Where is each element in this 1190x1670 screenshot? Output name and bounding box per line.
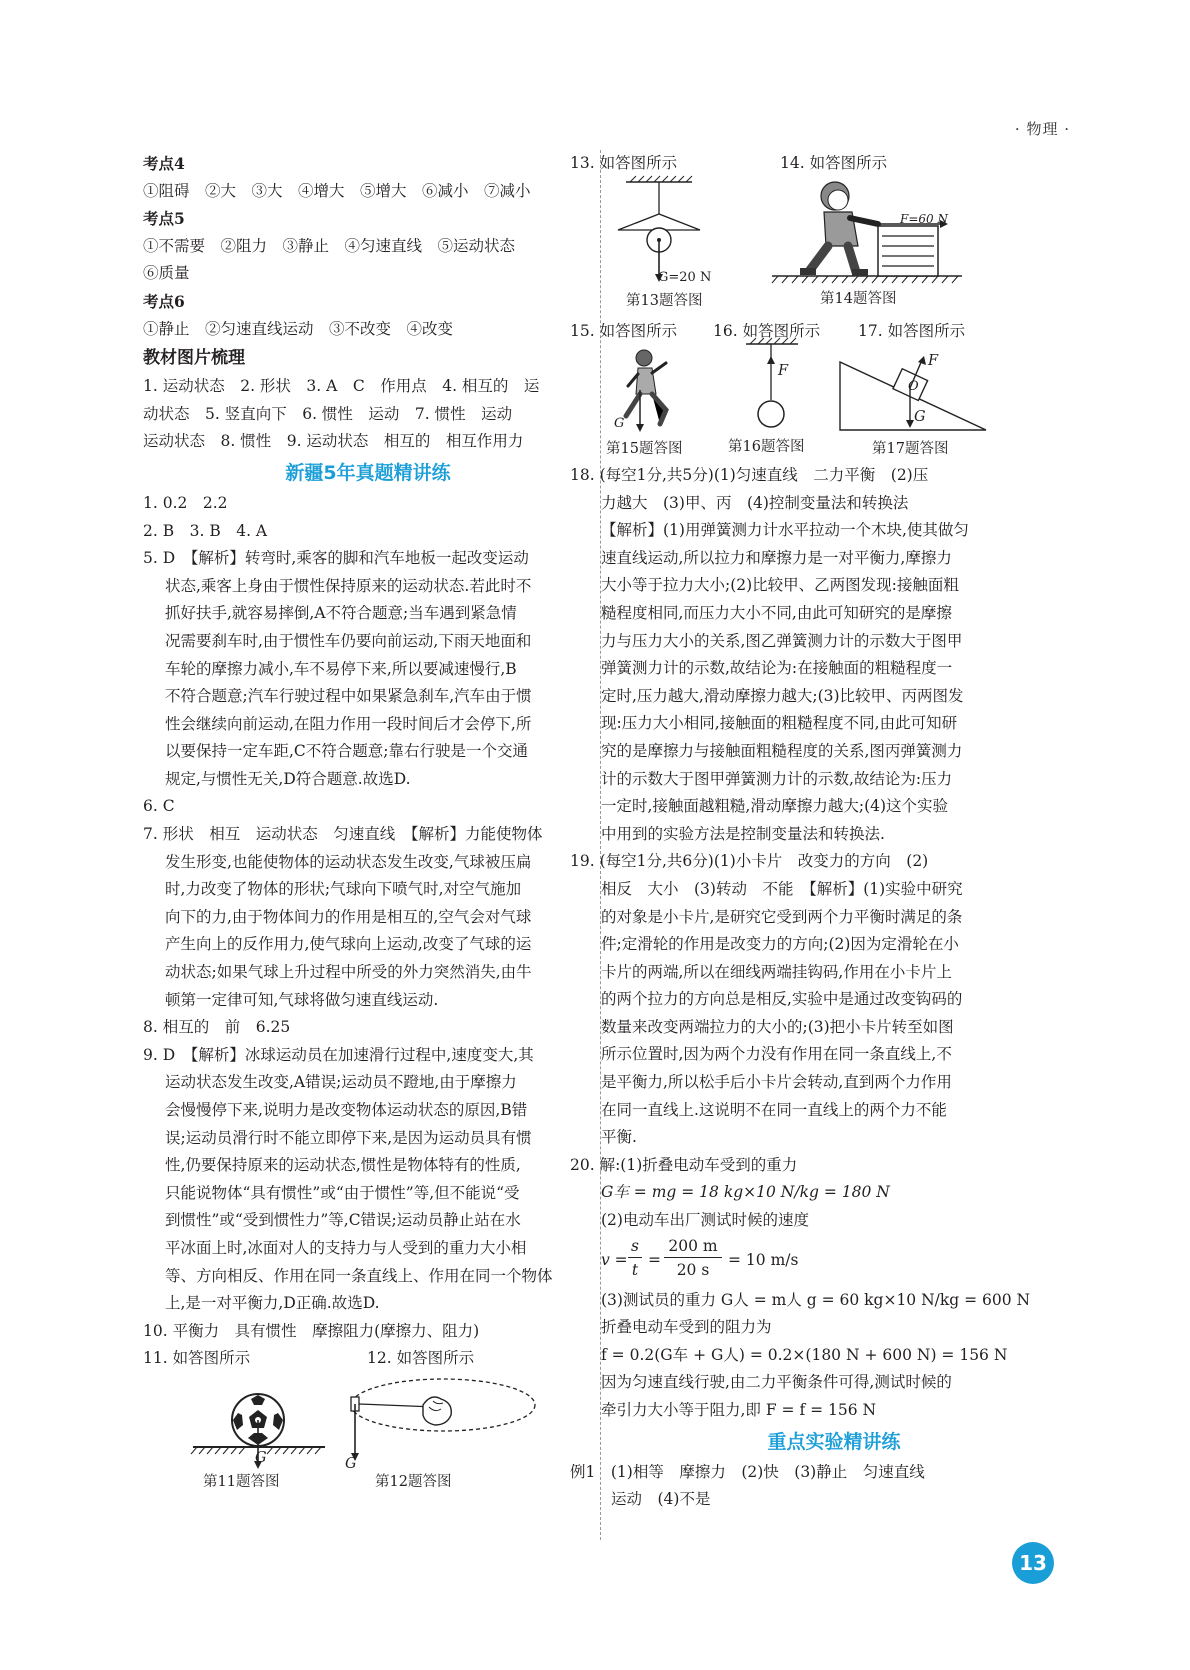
answer-line: 一定时,接触面越粗糙,滑动摩擦力越大;(4)这个实验 <box>601 797 949 816</box>
answer-12: 12. 如答图所示 <box>367 1349 475 1368</box>
answer-line: 发生形变,也能使物体的运动状态发生改变,气球被压扁 <box>165 852 532 871</box>
answer-line: 状态,乘客上身由于惯性保持原来的运动状态.若此时不 <box>165 576 532 595</box>
answer-line: 7. 形状 相互 运动状态 匀速直线 【解析】力能使物体 <box>143 825 543 844</box>
caption-12: 第12题答图 <box>375 1474 452 1491</box>
answer-line: 平衡. <box>601 1128 637 1147</box>
f-label-16: F <box>778 363 789 379</box>
answer-line: 件;定滑轮的作用是改变力的方向;(2)因为定滑轮在小 <box>601 935 959 954</box>
textbook-title: 教材图片梳理 <box>143 348 245 369</box>
runner-icon <box>626 350 666 424</box>
answer-line: 计的示数大于图甲弹簧测力计的示数,故结论为:压力 <box>601 769 953 788</box>
answer-7 <box>143 821 593 1014</box>
answer-line: 18. (每空1分,共5分)(1)匀速直线 二力平衡 (2)压 <box>570 466 929 484</box>
answer-line: 时,力改变了物体的形状;气球向下喷气时,对空气施加 <box>165 880 522 899</box>
answer-line: 定时,压力越大,滑动摩擦力越大;(3)比较甲、丙两图发 <box>601 686 964 705</box>
answer-line: 卡片的两端,所以在细线两端挂钩码,作用在小卡片上 <box>601 962 952 981</box>
answer-line: (2)电动车出厂测试时候的速度 <box>601 1211 809 1230</box>
answer-line: 9. D 【解析】冰球运动员在加速滑行过程中,速度变大,其 <box>143 1045 534 1064</box>
answer-line: 性会继续向前运动,在阻力作用一段时间后才会停下,所 <box>165 714 532 733</box>
answer-line: 因为匀速直线行驶,由二力平衡条件可得,测试时候的 <box>601 1373 952 1392</box>
answer-8: 8. 相互的 前 6.25 <box>143 1018 291 1037</box>
textbook-line: 运动状态 8. 惯性 9. 运动状态 相互的 相互作用力 <box>143 432 524 451</box>
answer-line: 19. (每空1分,共6分)(1)小卡片 改变力的方向 (2) <box>570 852 929 871</box>
answer-10: 10. 平衡力 具有惯性 摩擦阻力(摩擦力、阻力) <box>143 1321 480 1340</box>
answer-13: 13. 如答图所示 <box>570 154 678 172</box>
kp5-title: 考点5 <box>143 209 185 229</box>
answer-9 <box>143 1042 593 1318</box>
textbook-line: 1. 运动状态 2. 形状 3. A C 作用点 4. 相互的 运 <box>143 377 540 396</box>
answer-line: 在同一直线上.这说明不在同一直线上的两个力不能 <box>601 1100 947 1119</box>
page-number: 13 <box>1012 1542 1054 1584</box>
answer-line: 20. 解:(1)折叠电动车受到的重力 <box>570 1155 798 1174</box>
caption-14: 第14题答图 <box>820 291 897 307</box>
answer-line: f = 0.2(G车 + G人) = 0.2×(180 N + 600 N) = 156 N <box>601 1345 1008 1364</box>
answer-line: 5. D 【解析】转弯时,乘客的脚和汽车地板一起改变运动 <box>143 549 529 568</box>
answer-line: 不符合题意;汽车行驶过程中如果紧急刹车,汽车由于惯 <box>165 687 532 706</box>
answer-line: (3)测试员的重力 G人 = m人 g = 60 kg×10 N/kg = 600 N <box>601 1290 1031 1309</box>
kp4-items: ①阻碍 ②大 ③大 ④增大 ⑤增大 ⑥减小 ⑦减小 <box>143 181 531 200</box>
answer-line: 车轮的摩擦力减小,车不易停下来,所以要减速慢行,B <box>165 659 517 678</box>
eq-den: 20 s <box>676 1260 710 1279</box>
answer-line: 以要保持一定车距,C不符合题意;靠右行驶是一个交通 <box>165 742 529 761</box>
answer-5 <box>143 545 593 793</box>
answer-20 <box>570 1152 1058 1425</box>
answer-17: 17. 如答图所示 <box>858 322 966 340</box>
answer-line: 性,仍要保持原来的运动状态,惯性是物体特有的性质, <box>165 1156 521 1175</box>
answer-line: 的对象是小卡片,是研究它受到两个力平衡时满足的条 <box>601 907 963 926</box>
answer-line: 动状态;如果气球上升过程中所受的外力突然消失,由牛 <box>165 963 532 982</box>
answer-6: 6. C <box>143 797 175 816</box>
section-title-experiments: 重点实验精讲练 <box>767 1430 901 1453</box>
answer-line: 误;运动员滑行时不能立即停下来,是因为运动员具有惯 <box>165 1128 532 1147</box>
answer-line: 运动 (4)不是 <box>611 1490 711 1509</box>
section-title-xinjiang: 新疆5年真题精讲练 <box>285 461 451 484</box>
eq-result: = 10 m/s <box>728 1250 799 1269</box>
answer-line: 牵引力大小等于阻力,即 F = f = 156 N <box>601 1401 877 1419</box>
answer-line: 是平衡力,所以松手后小卡片会转动,直到两个力作用 <box>601 1073 952 1092</box>
eq-num: 200 m <box>664 1235 722 1258</box>
figures-11-12 <box>143 1345 593 1495</box>
eq-sign: = <box>648 1250 661 1269</box>
kp5-line1: ①不需要 ②阻力 ③静止 ④匀速直线 ⑤运动状态 <box>143 236 516 255</box>
answer-line: 力越大 (3)甲、丙 (4)控制变量法和转换法 <box>601 493 909 512</box>
caption-16: 第16题答图 <box>728 439 805 455</box>
g-label-13: G=20 N <box>658 270 712 285</box>
textbook-line: 动状态 5. 竖直向下 6. 惯性 运动 7. 惯性 运动 <box>143 404 513 423</box>
caption-13: 第13题答图 <box>626 293 703 309</box>
answer-line: 况需要刹车时,由于惯性车仍要向前运动,下雨天地面和 <box>165 631 532 650</box>
answer-line: 抓好扶手,就容易摔倒,A不符合题意;当车遇到紧急情 <box>165 604 517 623</box>
answer-line: 现:压力大小相同,接触面的粗糙程度不同,由此可知研 <box>601 714 958 733</box>
left-column <box>143 150 593 1495</box>
answer-line: 只能说物体“具有惯性”或“由于惯性”等,但不能说“受 <box>165 1183 520 1202</box>
answer-15: 15. 如答图所示 <box>570 322 678 340</box>
figures-13-14 <box>570 150 1058 318</box>
answer-1: 1. 0.2 2.2 <box>143 493 228 512</box>
answer-line: 折叠电动车受到的阻力为 <box>601 1318 772 1337</box>
answer-line: 所示位置时,因为两个力没有作用在同一条直线上,不 <box>601 1045 952 1064</box>
answer-2-4: 2. B 3. B 4. A <box>143 521 268 540</box>
caption-11: 第11题答图 <box>203 1474 280 1491</box>
equation-velocity <box>570 1235 1058 1287</box>
answer-line: 中用到的实验方法是控制变量法和转换法. <box>601 824 885 843</box>
g-label-11: G <box>255 1450 267 1467</box>
o-label-17: O <box>908 379 919 394</box>
answer-line: 弹簧测力计的示数,故结论为:在接触面的粗糙程度一 <box>601 659 953 678</box>
answer-line: 糙程度相同,而压力大小不同,由此可知研究的是摩擦 <box>601 603 952 622</box>
answer-line: 力与压力大小的关系,图乙弹簧测力计的示数大于图甲 <box>601 631 963 650</box>
answer-line: 大小等于拉力大小;(2)比较甲、乙两图发现:接触面粗 <box>601 576 959 595</box>
figures-15-17 <box>570 318 1058 462</box>
g-label-12: G <box>345 1456 357 1473</box>
example-1 <box>570 1459 1058 1514</box>
answer-line: 相反 大小 (3)转动 不能 【解析】(1)实验中研究 <box>601 879 963 898</box>
caption-17: 第17题答图 <box>872 441 949 457</box>
kp4-title: 考点4 <box>143 154 185 173</box>
answer-line: 会慢慢停下来,说明力是改变物体运动状态的原因,B错 <box>165 1101 528 1119</box>
answer-line: 平冰面上时,冰面对人的支持力与人受到的重力大小相 <box>165 1238 527 1257</box>
answer-18 <box>570 462 1058 848</box>
eq-s: s <box>628 1235 642 1258</box>
answer-line: 到惯性”或“受到惯性力”等,C错误;运动员静止站在水 <box>165 1211 521 1230</box>
equation-gravity: G车 = mg = 18 kg×10 N/kg = 180 N <box>601 1183 890 1202</box>
g-label-17: G <box>914 409 926 425</box>
answer-line: 顿第一定律可知,气球将做匀速直线运动. <box>165 990 439 1009</box>
eq-t: t <box>631 1260 639 1279</box>
answer-19 <box>570 848 1058 1152</box>
answer-line: 【解析】(1)用弹簧测力计水平拉动一个木块,使其做匀 <box>601 521 969 540</box>
kp6-items: ①静止 ②匀速直线运动 ③不改变 ④改变 <box>143 319 454 338</box>
answer-line: 究的是摩擦力与接触面粗糙程度的关系,图丙弹簧测力 <box>601 741 963 760</box>
caption-15: 第15题答图 <box>606 441 683 457</box>
g-label-15: G <box>614 416 625 431</box>
eq-lhs: v = <box>601 1250 628 1269</box>
answer-line: 规定,与惯性无关,D符合题意.故选D. <box>165 769 411 788</box>
answer-line: 向下的力,由于物体间力的作用是相互的,空气会对气球 <box>165 907 532 926</box>
answer-line: 数量来改变两端拉力的大小的;(3)把小卡片转至如图 <box>601 1017 954 1036</box>
answer-line: 等、方向相反、作用在同一条直线上、作用在同一个物体 <box>165 1266 553 1285</box>
boy-pushing-icon <box>800 182 878 276</box>
answer-line: 速直线运动,所以拉力和摩擦力是一对平衡力,摩擦力 <box>601 548 952 567</box>
kp6-title: 考点6 <box>143 291 185 311</box>
subject-header: · 物理 · <box>1014 120 1070 138</box>
f-label-17: F <box>928 353 939 369</box>
answer-11: 11. 如答图所示 <box>143 1349 251 1368</box>
answer-line: 上,是一对平衡力,D正确.故选D. <box>165 1294 380 1313</box>
right-column <box>570 150 1058 1514</box>
answer-line: 运动状态发生改变,A错误;运动员不蹬地,由于摩擦力 <box>165 1073 517 1092</box>
kp5-line2: ⑥质量 <box>143 264 190 283</box>
answer-line: 产生向上的反作用力,使气球向上运动,改变了气球的运 <box>165 935 532 954</box>
answer-16: 16. 如答图所示 <box>713 322 821 340</box>
answer-line: 例1 (1)相等 摩擦力 (2)快 (3)静止 匀速直线 <box>570 1462 925 1481</box>
f-label-14: F=60 N <box>900 212 948 226</box>
answer-14: 14. 如答图所示 <box>780 154 888 172</box>
answer-line: 的两个拉力的方向总是相反,实验中是通过改变钩码的 <box>601 990 963 1009</box>
